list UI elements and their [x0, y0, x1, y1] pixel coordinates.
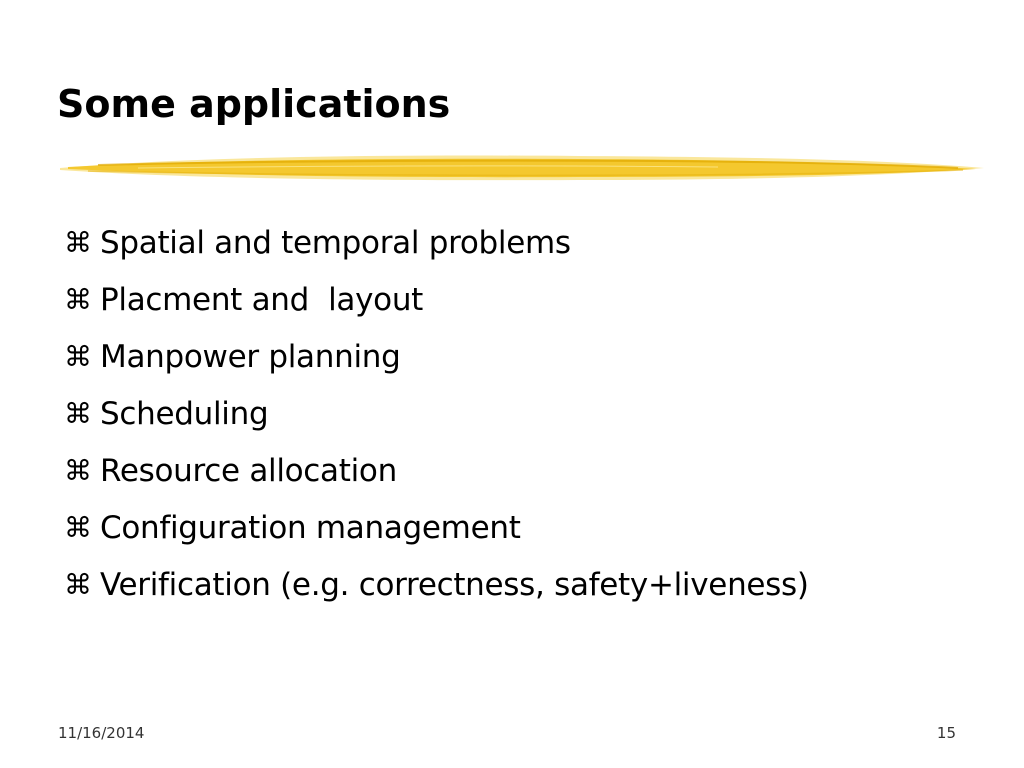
footer-date: 11/16/2014 — [58, 724, 145, 742]
bullet-text: Configuration management — [100, 509, 521, 546]
bullet-list — [64, 214, 809, 613]
list-item — [64, 442, 809, 499]
list-item — [64, 214, 809, 271]
bullet-text: Scheduling — [100, 395, 269, 432]
footer-page-number: 15 — [936, 724, 956, 742]
list-item — [64, 385, 809, 442]
bullet-text: Resource allocation — [100, 452, 397, 489]
command-key-icon: ⌘ — [64, 396, 92, 430]
bullet-text: Placment and layout — [100, 281, 424, 318]
bullet-text: Verification (e.g. correctness, safety+liveness) — [100, 566, 809, 603]
command-key-icon: ⌘ — [64, 282, 92, 316]
command-key-icon: ⌘ — [64, 339, 92, 373]
slide-title: Some applications — [57, 82, 451, 126]
list-item — [64, 556, 809, 613]
list-item — [64, 499, 809, 556]
command-key-icon: ⌘ — [64, 453, 92, 487]
list-item — [64, 271, 809, 328]
command-key-icon: ⌘ — [64, 510, 92, 544]
list-item — [64, 328, 809, 385]
bullet-text: Spatial and temporal problems — [100, 224, 571, 261]
bullet-text: Manpower planning — [100, 338, 401, 375]
title-underline-brushstroke — [58, 146, 988, 190]
command-key-icon: ⌘ — [64, 225, 92, 259]
command-key-icon: ⌘ — [64, 567, 92, 601]
